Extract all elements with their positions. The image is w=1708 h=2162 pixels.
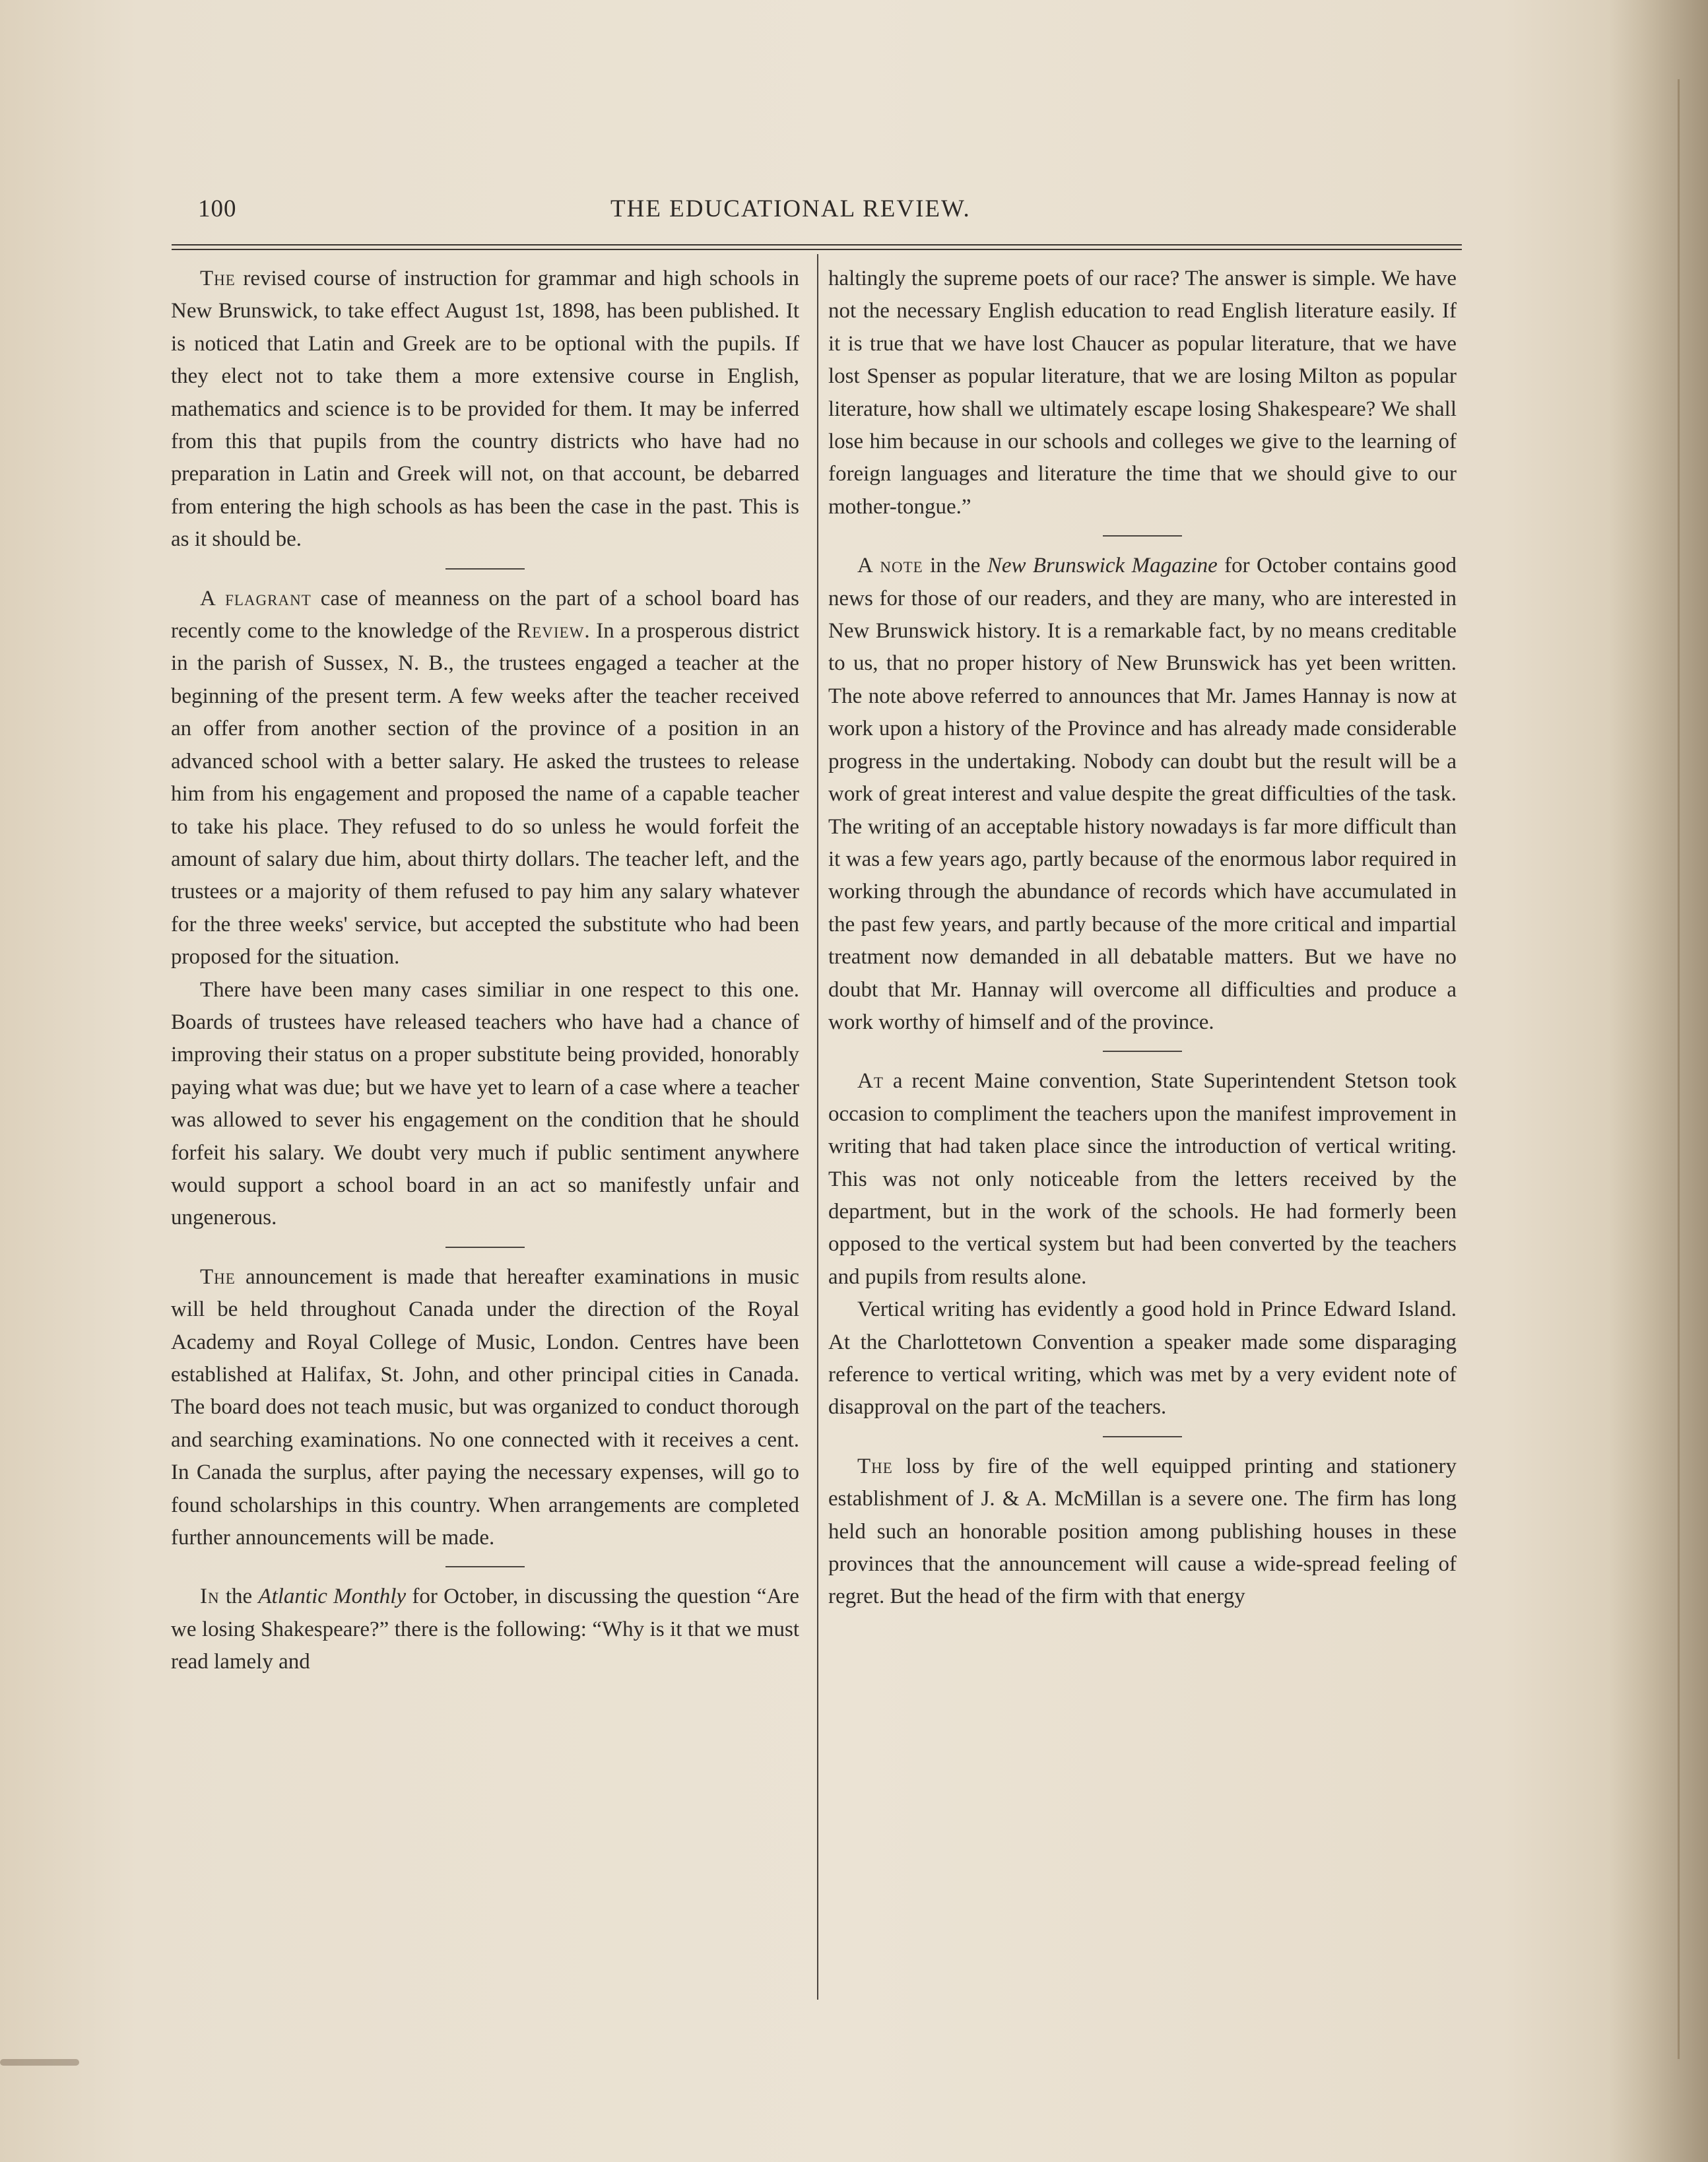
publication-title: Atlantic Monthly <box>258 1585 407 1609</box>
paragraph-text: announcement is made that hereafter examinations in music will be held throughout Canada under the direction of the Royal Academy and Royal College of Music, London. Centres have been established at Halifax, St. John, and other principal cities in Canada. The board does not teach music, but was organized to conduct thorough and searching examinations. No one connected with it receives a cent. In Canada the surplus, after paying the necessary expenses, will go to found scholarships in this country. When arrangements are completed further announcements will be made. <box>171 1264 799 1550</box>
lead-word: The <box>857 1454 893 1478</box>
article-maine-convention <box>828 1065 1457 1294</box>
paragraph-text: loss by fire of the well equipped printing and stationery establishment of J. & A. McMillan is a severe one. The firm has long held such an honorable position among publishing houses in these provinces that the announcement will cause a wide-spread feeling of regret. But the head of the firm with that energy <box>828 1454 1457 1609</box>
paragraph-text: revised course of instruction for grammar and high schools in New Brunswick, to take effect August 1st, 1898, has been published. It is noticed that Latin and Greek are to be optional with the pupils. If they elect not to take them a more extensive course in English, mathematics and science is to be provided for them. It may be inferred from this that pupils from the country districts who have had no preparation in Latin and Greek will not, on that account, be debarred from entering the high schools as has been the case in the past. This is as it should be. <box>171 267 799 552</box>
section-separator <box>445 1566 525 1567</box>
lead-word: A note <box>857 554 923 578</box>
article-shakespeare-continued: haltingly the supreme poets of our race? The answer is simple. We have not the necessary English education to read English literature easily. If it is true that we have lost Chaucer as popular literature, that we have lost Spenser as popular literature, that we are losing Milton as popular literature, how shall we ultimately escape losing Shakespeare? We shall lose him because in our schools and colleges we give to the learning of foreign languages and literature the time that we should give to our mother-tongue.” <box>828 267 1457 519</box>
paragraph-text: a recent Maine convention, State Superintendent Stetson took occasion to compliment the teachers upon the manifest improvement in writing that had taken place since the introduction of vertical writing. This was not only noticeable from the letters received by the department, but in the work of the schools. He had formerly been opposed to the vertical system but had been converted by the teachers and pupils from results alone. <box>828 1069 1457 1289</box>
paragraph-text: . In a prosperous district in the parish of Sussex, N. B., the trustees engaged a teacher at the beginning of the present term. A few weeks after the teacher received an offer from another section of the province of a position in an advanced school with a better salary. He asked the trustees to release him from his engagement and proposed the name of a capable teacher to take his place. They refused to do so unless he would forfeit the amount of salary due him, about thirty dollars. The teacher left, and the trustees or a majority of them refused to pay him any salary whatever for the three weeks' service, but accepted the substitute who had been proposed for the situation. <box>171 619 799 969</box>
column-divider <box>817 254 818 2000</box>
header-double-rule <box>172 244 1462 250</box>
lead-word: The <box>200 1264 236 1289</box>
article-similar-cases: There have been many cases similiar in one respect to this one. Boards of trustees have released teachers who have had a chance of improving their status on a proper substitute being provided, honorably paying what was due; but we have yet to learn of a case where a teacher was allowed to sever his engagement on the condition that he should forfeit his salary. We doubt very much if public sentiment anywhere would support a school board in an act so manifestly unfair and ungenerous. <box>171 977 799 1230</box>
article-flagrant-case <box>171 583 799 974</box>
paragraph-text: in the <box>923 554 987 578</box>
section-separator <box>445 568 525 570</box>
left-column <box>171 263 799 1679</box>
page-header <box>172 195 1459 228</box>
article-vertical-writing-pei: Vertical writing has evidently a good hold in Prince Edward Island. At the Charlottetown Convention a speaker made some disparaging reference to vertical writing, which was met by a very evident note of disapproval on the part of the teachers. <box>828 1297 1457 1420</box>
section-separator <box>445 1247 525 1248</box>
lead-word: In <box>200 1585 220 1609</box>
lead-word: At <box>857 1069 884 1094</box>
article-atlantic-monthly <box>171 1581 799 1678</box>
paragraph-text: the <box>219 1585 259 1609</box>
page-edge-shadow <box>1609 0 1708 2162</box>
paper-stain <box>0 2059 79 2066</box>
paragraph-text: case of meanness on the part of a school board has recently come to the knowledge of the <box>171 586 800 643</box>
article-nb-history <box>828 550 1457 1039</box>
review-name: Review <box>517 619 585 643</box>
section-separator <box>1103 1436 1182 1437</box>
lead-word: The <box>200 267 236 290</box>
paragraph-text: for October contains good news for those of our readers, and they are many, who are interested in New Brunswick history. It is a remarkable fact, by no means creditable to us, that no proper history of New Brunswick has yet been written. The note above referred to announces that Mr. James Hannay is now at work upon a history of the Province and has already made considerable progress in the undertaking. Nobody can doubt but the result will be a work of great interest and value despite the great difficulties of the task. The writing of an acceptable history nowadays is far more difficult than it was a few years ago, partly because of the enormous labor required in working through the abundance of records which have accumulated in the past few years, and partly because of the more critical and impartial treatment now demanded in all debatable matters. But we have no doubt that Mr. Hannay will overcome all difficulties and produce a work worthy of himself and of the province. <box>828 554 1457 1034</box>
article-mcmillan-fire <box>828 1451 1457 1614</box>
page-fold <box>1678 79 1680 2059</box>
section-separator <box>1103 1051 1182 1052</box>
article-music-exams <box>171 1261 799 1555</box>
paragraph-text: for October, in discussing the question “Are we losing Shakespeare?” there is the following: “Why is it that we must read lamely and <box>171 1585 799 1674</box>
running-title: THE EDUCATIONAL REVIEW. <box>610 195 971 222</box>
article-revised-course <box>171 263 799 556</box>
page-number: 100 <box>198 195 237 222</box>
lead-word: A flagrant <box>200 586 312 610</box>
section-separator <box>1103 535 1182 537</box>
right-column <box>828 263 1457 1614</box>
publication-title: New Brunswick Magazine <box>987 554 1218 578</box>
